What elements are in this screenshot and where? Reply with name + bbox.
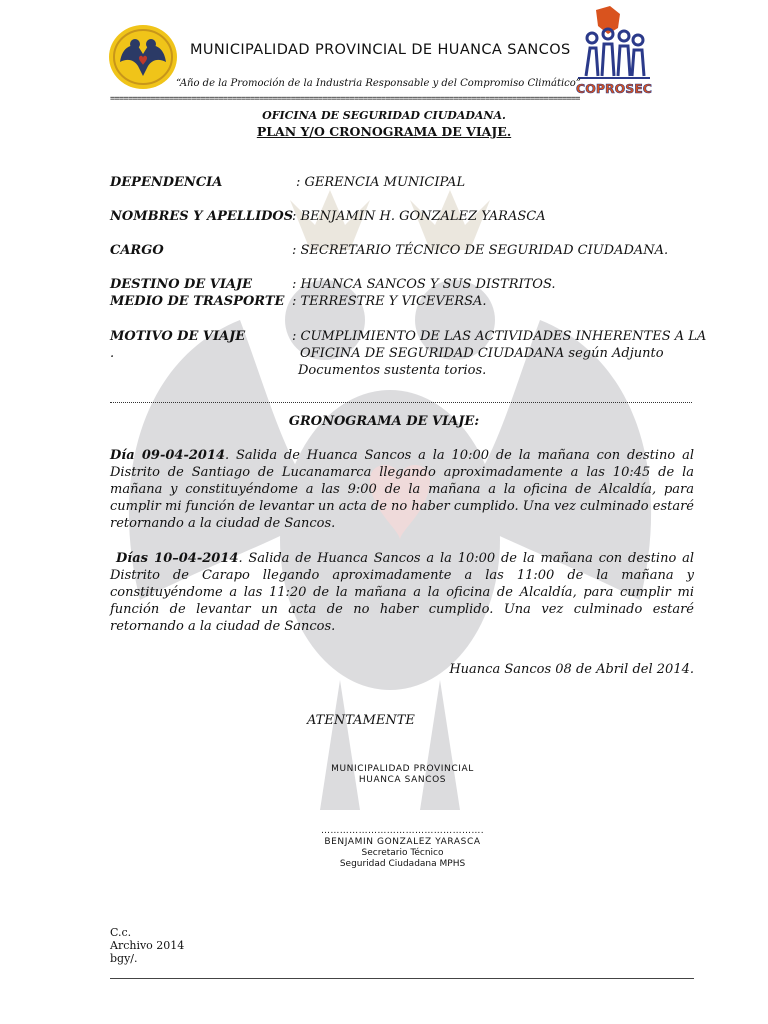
motivo-label: MOTIVO DE VIAJE [110,329,246,344]
place-date: Huanca Sancos 08 de Abril del 2014. [449,662,694,677]
dependencia-label: DEPENDENCIA [110,175,223,190]
day1-paragraph [110,447,694,532]
copy-notes [110,926,184,965]
section-divider [110,402,692,403]
signer-name: BENJAMIN GONZALEZ YARASCA [324,837,481,847]
signature-line: ……………………………………………. [320,826,485,836]
motivo-value-line3: Documentos sustenta torios. [298,363,487,378]
medio-value: : TERRESTRE Y VICEVERSA. [292,294,487,309]
closing: ATENTAMENTE [307,713,415,728]
signer-unit: Seguridad Ciudadana MPHS [339,859,466,869]
day1-label: Día 09-04-2014 [110,448,226,463]
year-motto: “Año de la Promoción de la Industria Responsable y del Compromiso Climático” [176,78,581,89]
signer-role: Secretario Técnico [361,848,444,858]
motivo-value-line1: : CUMPLIMIENTO DE LAS ACTIVIDADES INHERENTES A LA [292,329,707,344]
cargo-label: CARGO [110,243,164,258]
cc-line2: Archivo 2014 [110,939,185,952]
destino-value: : HUANCA SANCOS Y SUS DISTRITOS. [292,277,556,292]
municipality-name: MUNICIPALIDAD PROVINCIAL DE HUANCA SANCOS [190,42,571,58]
coprosec-logo [574,4,654,98]
nombres-value: : BENJAMIN H. GONZALEZ YARASCA [292,209,546,224]
municipal-seal-logo [108,24,178,90]
footer-rule [110,978,694,979]
stamp-line1: MUNICIPALIDAD PROVINCIAL [331,764,474,774]
stamp-line2: HUANCA SANCOS [358,775,447,785]
day1-text: . Salida de Huanca Sancos a la 10:00 de la mañana con destino al Distrito de Santiago de Lucanamarca llegando aproximadamente a las 10:45 de la mañana y constituyéndome a las 9:00 de la mañana a la oficina de Alcaldía, para cumplir mi función de levantar un acta de no haber cumplido. Una vez culminado estaré retornando a la ciudad de Sancos. [110,448,694,531]
day2-paragraph [110,550,694,635]
cc-line1: C.c. [110,926,132,939]
cc-line3: bgy/. [110,952,138,965]
nombres-label: NOMBRES Y APELLIDOS [110,209,294,224]
municipal-stamp [0,764,768,786]
coprosec-label: COPROSEC [576,81,652,96]
motivo-office-text: OFICINA DE SEGURIDAD CIUDADANA [300,346,565,361]
motivo-value-line2 [300,346,664,361]
destino-label: DESTINO DE VIAJE [110,277,253,292]
motivo-adjunto-text: según Adjunto [564,346,664,361]
cargo-value: : SECRETARIO TÉCNICO DE SEGURIDAD CIUDADANA. [292,243,669,258]
day2-text: . Salida de Huanca Sancos a la 10:00 de la mañana con destino al Distrito de Carapo llegando aproximadamente a las 11:00 de la mañana y constituyéndome a las 11:20 de la mañana a la oficina de Alcaldía, para cumplir mi función de levantar un acta de no haber cumplido. Una vez culminado estaré retornando a la ciudad de Sancos. [110,551,694,634]
motivo-dot: . [110,346,115,361]
header-separator: ======================================================================================================== [110,94,580,104]
document-title: PLAN Y/O CRONOGRAMA DE VIAJE. [256,124,512,139]
medio-label: MEDIO DE TRASPORTE [110,294,285,309]
day2-label: Días 10–04-2014 [116,551,239,566]
signature-block [0,826,768,870]
dependencia-value: : GERENCIA MUNICIPAL [296,175,466,190]
office-name: OFICINA DE SEGURIDAD CIUDADANA. [262,109,506,122]
cronograma-title: GRONOGRAMA DE VIAJE: [288,414,480,429]
